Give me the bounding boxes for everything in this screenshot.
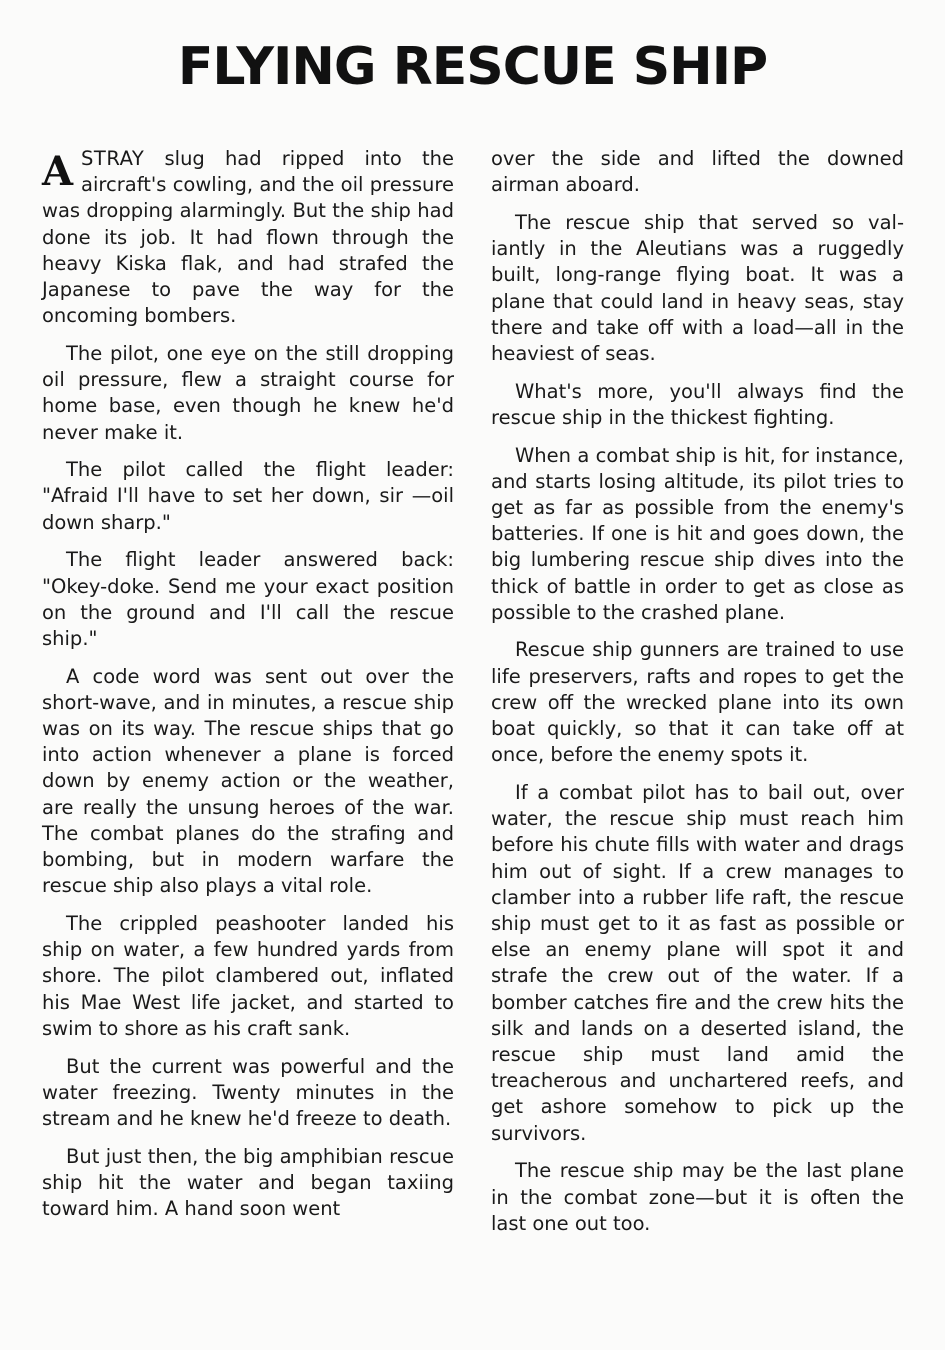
article-title: FLYING RESCUE SHIP: [177, 37, 768, 97]
paragraph-continued: over the side and lifted the downed airman aboard.: [491, 147, 904, 197]
paragraph: But just then, the big amphibian rescue ship hit the water and began taxiing toward him. A hand soon went: [42, 1144, 454, 1221]
paragraph: What's more, you'll always find the rescue ship in the thickest fighting.: [491, 379, 904, 429]
paragraph: The rescue ship may be the last plane in the combat zone—but it is often the last one out too.: [491, 1159, 904, 1235]
paragraph: A code word was sent out over the short-wave, and in minutes, a rescue ship was on its way. The rescue ships that go into action whenever a plane is forced down by enemy action or the weather, are really the unsung heroes of the war. The combat planes do the strafing and bombing, but in modern warfare the rescue ship also plays a vital role.: [42, 664, 454, 898]
paragraph: When a combat ship is hit, for instance, and starts losing altitude, its pilot tries to get as far as possible from the enemy's batteries. If one is hit and goes down, the big lumbering rescue ship dives into the thick of battle in order to get as close as possible to the crashed plane.: [491, 443, 904, 624]
paragraph: The pilot, one eye on the still dropping oil pressure, flew a straight course for home base, even though he knew he'd never make it.: [42, 341, 454, 444]
paragraph: If a combat pilot has to bail out, over water, the rescue ship must reach him before his chute fills with water and drags him out of sight. If a crew manages to clamber into a rubber life raft, the rescue ship must get to it as fast as possible or else an enemy plane will spot it and strafe the crew out of the water. If a bomber catches fire and the crew hits the silk and lands on a deserted island, the rescue ship must land amid the treacherous and unchartered reefs, and get ashore somehow to pick up the survivors.: [491, 780, 904, 1145]
paragraph: The pilot called the flight leader: "Afraid I'll have to set her down, sir —oil down sharp.": [42, 458, 454, 534]
paragraph: But the current was powerful and the water freezing. Twenty minutes in the stream and he knew he'd freeze to death.: [42, 1054, 454, 1130]
paragraph: Rescue ship gunners are trained to use life preservers, rafts and ropes to get the crew off the wrecked plane into its own boat quickly, so that it can take off at once, before the enemy spots it.: [491, 638, 904, 767]
paragraph-text: slug had ripped into the aircraft's cowling, and the oil pressure was dropping alarmingly. But the ship had done its job. It had flown through the heavy Kiska flak, and had strafed the Japanese to pave the way for the oncoming bombers.: [42, 147, 454, 328]
paragraph: The crippled peashooter landed his ship on water, a few hundred yards from shore. The pilot clambered out, inflated his Mae West life jacket, and started to swim to shore as his craft sank.: [42, 911, 454, 1040]
paragraph: [42, 146, 454, 329]
lead-words: STRAY: [81, 147, 145, 170]
paragraph: The rescue ship that served so valiantly in the Aleutians was a ruggedly built, long-range flying boat. It was a plane that could land in heavy seas, stay there and take off with a load—all in the heaviest of seas.: [491, 210, 904, 365]
left-column: [42, 146, 454, 1326]
paragraph: The flight leader answered back: "Okey-doke. Send me your exact position on the ground and I'll call the rescue ship.": [42, 548, 454, 650]
drop-cap: A: [42, 148, 74, 195]
right-column: [491, 146, 904, 1326]
